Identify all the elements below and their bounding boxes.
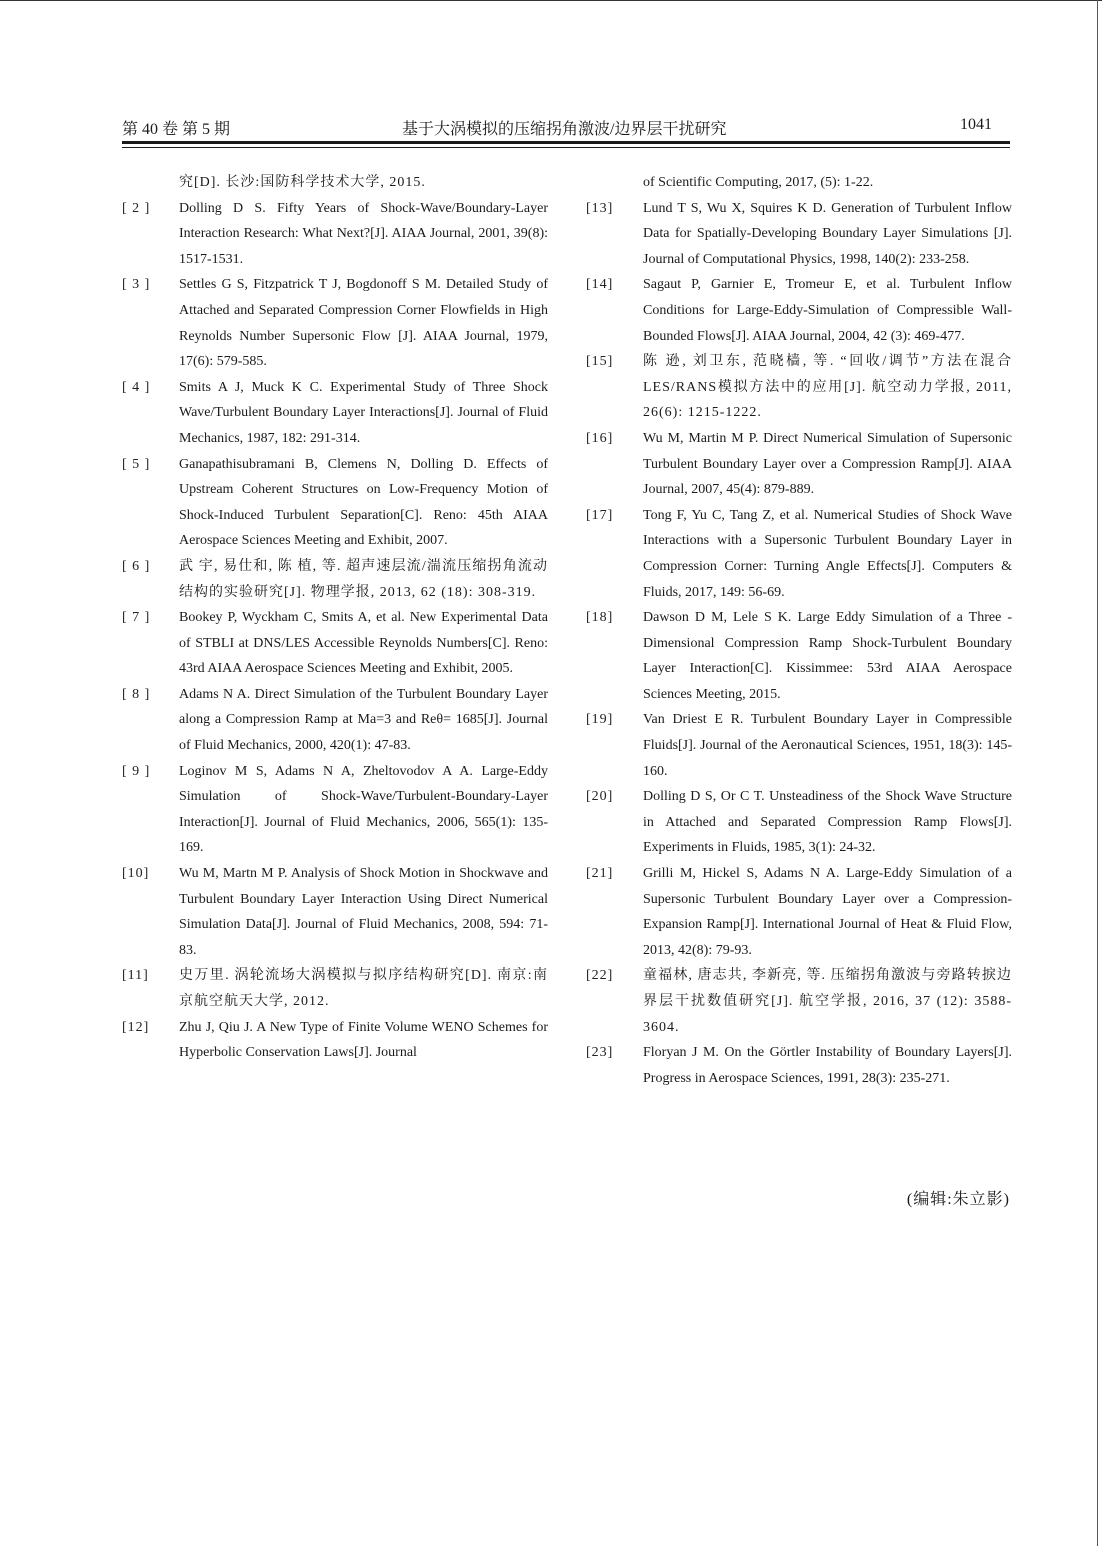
reference-number: [ 7 ] [122,610,151,626]
reference-text: Sagaut P, Garnier E, Tromeur E, et al. Turbulent Inflow Conditions for Large-Eddy-Simulation of Compressible Wall-Bounded Flows[J]. AIAA Journal, 2004, 42 (3): 469-477. [643,277,1012,344]
reference-text: Settles G S, Fitzpatrick T J, Bogdonoff S M. Detailed Study of Attached and Separated Compression Corner Flowfields in High Reynolds Number Supersonic Flow [J]. AIAA Journal, 1979, 17(6): 579-585. [179,277,548,370]
reference-text: Van Driest E R. Turbulent Boundary Layer in Compressible Fluids[J]. Journal of the Aeronautical Sciences, 1951, 18(3): 145-160. [643,712,1012,779]
page-number: 1041 [960,116,992,133]
reference-number: [22] [586,968,614,984]
reference-item [586,784,1012,861]
reference-text: Wu M, Martn M P. Analysis of Shock Motion in Shockwave and Turbulent Boundary Layer Interaction Using Direct Numerical Simulation Data[J]. Journal of Fluid Mechanics, 2008, 594: 71-83. [179,866,548,958]
reference-item [586,503,1012,605]
reference-number: [12] [122,1019,150,1035]
reference-item [586,272,1012,349]
header-rule-thick [122,141,1010,144]
reference-number: [20] [586,789,614,805]
reference-text: Adams N A. Direct Simulation of the Turbulent Boundary Layer along a Compression Ramp at Ma=3 and Reθ= 1685[J]. Journal of Fluid Mechanics, 2000, 420(1): 47-83. [179,686,548,754]
reference-number: [23] [586,1045,614,1061]
reference-number: [ 2 ] [122,200,151,216]
reference-item [122,963,548,1014]
reference-number: [16] [586,430,614,446]
reference-text: Bookey P, Wyckham C, Smits A, et al. New Experimental Data of STBLI at DNS/LES Accessible Reynolds Numbers[C]. Reno: 43rd AIAA Aerospace Sciences Meeting and Exhibit, 2005. [179,610,548,677]
reference-text: Ganapathisubramani B, Clemens N, Dolling D. Effects of Upstream Coherent Structures on Low-Frequency Motion of Shock-Induced Turbulent Separation[C]. Reno: 45th AIAA Aerospace Sciences Meeting and Exhibit, 2007. [179,456,548,549]
reference-number: [17] [586,507,614,523]
page-header [122,116,1010,140]
reference-number: [14] [586,277,614,293]
right-column [586,170,1012,1091]
reference-item [122,861,548,963]
reference-item [122,1015,548,1066]
page-top-border [0,0,1102,1]
header-rule-thin [122,147,1010,148]
reference-item [586,349,1012,426]
reference-number: [11] [122,968,149,984]
reference-item [122,196,548,273]
reference-item [586,170,1012,196]
reference-text: 究[D]. 长沙:国防科学技术大学, 2015. [179,175,426,190]
editor-note: (编辑:朱立影) [906,1191,1010,1208]
reference-text: Floryan J M. On the Görtler Instability of Boundary Layers[J]. Progress in Aerospace Sciences, 1991, 28(3): 235-271. [643,1045,1012,1086]
reference-number: [21] [586,866,614,882]
reference-number: [19] [586,712,614,728]
reference-item [122,272,548,374]
reference-text: Lund T S, Wu X, Squires K D. Generation of Turbulent Inflow Data for Spatially-Developing Boundary Layer Simulations [J]. Journal of Computational Physics, 1998, 140(2): 233-258. [643,200,1012,267]
reference-text: Dawson D M, Lele S K. Large Eddy Simulation of a Three - Dimensional Compression Ramp Shock-Turbulent Boundary Layer Interaction[C]. Kissimmee: 53rd AIAA Aerospace Sciences Meeting, 2015. [643,610,1012,702]
reference-text: Dolling D S. Fifty Years of Shock-Wave/Boundary-Layer Interaction Research: What Next?[J]. AIAA Journal, 2001, 39(8): 1517-1531. [179,200,548,267]
reference-number: [13] [586,200,614,216]
reference-text: 陈 逊, 刘卫东, 范晓樯, 等. “回收/调节”方法在混合LES/RANS模拟方法中的应用[J]. 航空动力学报, 2011, 26(6): 1215-1222. [643,354,1012,421]
reference-text: 史万里. 涡轮流场大涡模拟与拟序结构研究[D]. 南京:南京航空航天大学, 2012. [179,968,548,1009]
running-title: 基于大涡模拟的压缩拐角激波/边界层干扰研究 [402,121,727,138]
reference-text: Zhu J, Qiu J. A New Type of Finite Volume WENO Schemes for Hyperbolic Conservation Laws[J]. Journal [179,1019,548,1061]
reference-text: Dolling D S, Or C T. Unsteadiness of the Shock Wave Structure in Attached and Separated Compression Ramp Flows[J]. Experiments in Fluids, 1985, 3(1): 24-32. [643,789,1012,856]
reference-item [122,170,548,196]
page-right-border [1097,0,1098,1546]
reference-item [586,1040,1012,1091]
left-column [122,170,548,1066]
reference-text: Grilli M, Hickel S, Adams N A. Large-Eddy Simulation of a Supersonic Turbulent Boundary Layer over a Compression-Expansion Ramp[J]. International Journal of Heat & Fluid Flow, 2013, 42(8): 79-93. [643,866,1012,958]
reference-number: [ 3 ] [122,277,151,293]
reference-item [122,554,548,605]
reference-item [586,861,1012,963]
reference-item [586,426,1012,503]
reference-number: [ 9 ] [122,763,151,779]
reference-number: [18] [586,610,614,626]
reference-number: [15] [586,354,614,370]
reference-text: Loginov M S, Adams N A, Zheltovodov A A. Large-Eddy Simulation of Shock-Wave/Turbulent-Boundary-Layer Interaction[J]. Journal of Fluid Mechanics, 2006, 565(1): 135-169. [179,763,548,856]
reference-text: 武 宇, 易仕和, 陈 植, 等. 超声速层流/湍流压缩拐角流动结构的实验研究[J]. 物理学报, 2013, 62 (18): 308-319. [179,558,548,600]
reference-text: 童福林, 唐志共, 李新亮, 等. 压缩拐角激波与旁路转捩边界层干扰数值研究[J]. 航空学报, 2016, 37 (12): 3588-3604. [643,968,1012,1035]
reference-item [122,452,548,554]
reference-text: Wu M, Martin M P. Direct Numerical Simulation of Supersonic Turbulent Boundary Layer over a Compression Ramp[J]. AIAA Journal, 2007, 45(4): 879-889. [643,430,1012,498]
reference-number: [ 4 ] [122,379,151,395]
reference-item [586,605,1012,707]
reference-text: Smits A J, Muck K C. Experimental Study of Three Shock Wave/Turbulent Boundary Layer Interactions[J]. Journal of Fluid Mechanics, 1987, 182: 291-314. [179,379,548,446]
volume-issue: 第 40 卷 第 5 期 [122,121,231,138]
reference-number: [ 6 ] [122,558,151,574]
reference-text: Tong F, Yu C, Tang Z, et al. Numerical Studies of Shock Wave Interactions with a Supersonic Turbulent Boundary Layer in Compression Corner: Turning Angle Effects[J]. Computers & Fluids, 2017, 149: 56-69. [643,507,1012,600]
reference-text: of Scientific Computing, 2017, (5): 1-22. [643,175,874,190]
reference-item [122,759,548,861]
reference-item [122,375,548,452]
reference-number: [ 8 ] [122,686,151,702]
reference-item [586,963,1012,1040]
reference-item [122,605,548,682]
reference-item [586,707,1012,784]
reference-number: [10] [122,866,150,882]
reference-item [586,196,1012,273]
reference-number: [ 5 ] [122,456,151,472]
reference-item [122,682,548,759]
